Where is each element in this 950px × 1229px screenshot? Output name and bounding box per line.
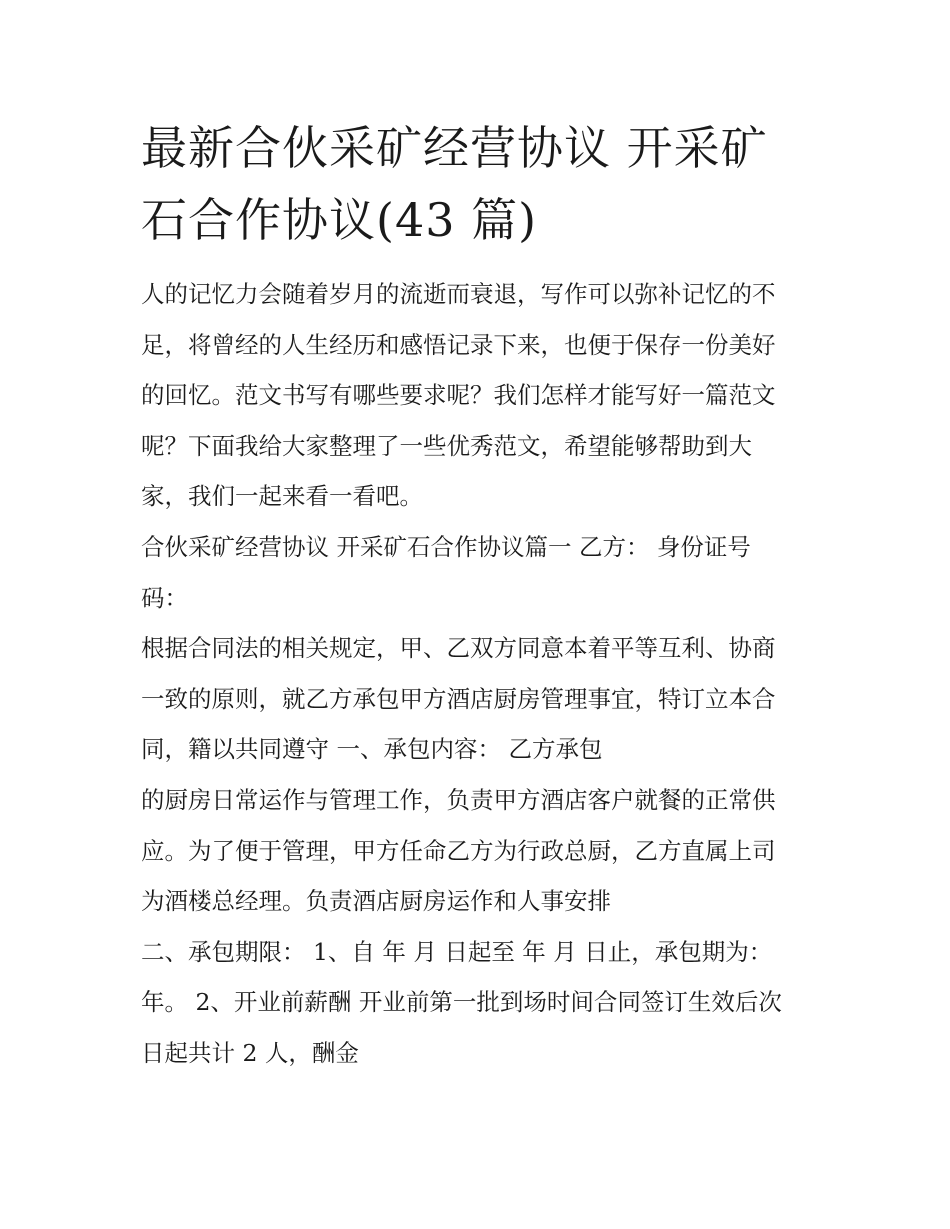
document-title [141,112,821,256]
body-line: 同，籍以共同遵守 一、承包内容： 乙方承包 [141,735,603,764]
body-line: 合伙采矿经营协议 开采矿石合作协议篇一 乙方： 身份证号 [141,532,751,561]
body-line: 家，我们一起来看一看吧。 [141,482,423,511]
body-line: 人的记忆力会随着岁月的流逝而衰退，写作可以弥补记忆的不 [141,280,776,308]
body-line: 年。 2、开业前薪酬 开业前第一批到场时间合同签订生效后次 [141,988,782,1017]
body-line: 的厨房日常运作与管理工作，负责甲方酒店客户就餐的正常供 [141,785,776,814]
body-line: 二、承包期限： 1、自 年 月 日起至 年 月 日止，承包期为： [141,937,773,966]
body-line: 码： [141,583,188,612]
title-line: 石合作协议(43 篇) [141,193,538,247]
body-line: 为酒楼总经理。负责酒店厨房运作和人事安排 [141,887,611,916]
document-content [141,112,821,1079]
body-line: 根据合同法的相关规定，甲、乙双方同意本着平等互利、协商 [141,634,776,663]
body-line: 的回忆。范文书写有哪些要求呢？我们怎样才能写好一篇范文 [141,381,776,410]
body-line: 足，将曾经的人生经历和感悟记录下来，也便于保存一份美好 [141,330,776,359]
body-line: 日起共计 2 人，酬金 [141,1038,359,1067]
title-line: 最新合伙采矿经营协议 开采矿 [141,121,768,175]
document-body [141,269,821,1079]
body-line: 一致的原则，就乙方承包甲方酒店厨房管理事宜，特订立本合 [141,684,776,713]
body-line: 应。为了便于管理，甲方任命乙方为行政总厨，乙方直属上司 [141,836,776,865]
body-line: 呢？下面我给大家整理了一些优秀范文，希望能够帮助到大 [141,431,752,460]
